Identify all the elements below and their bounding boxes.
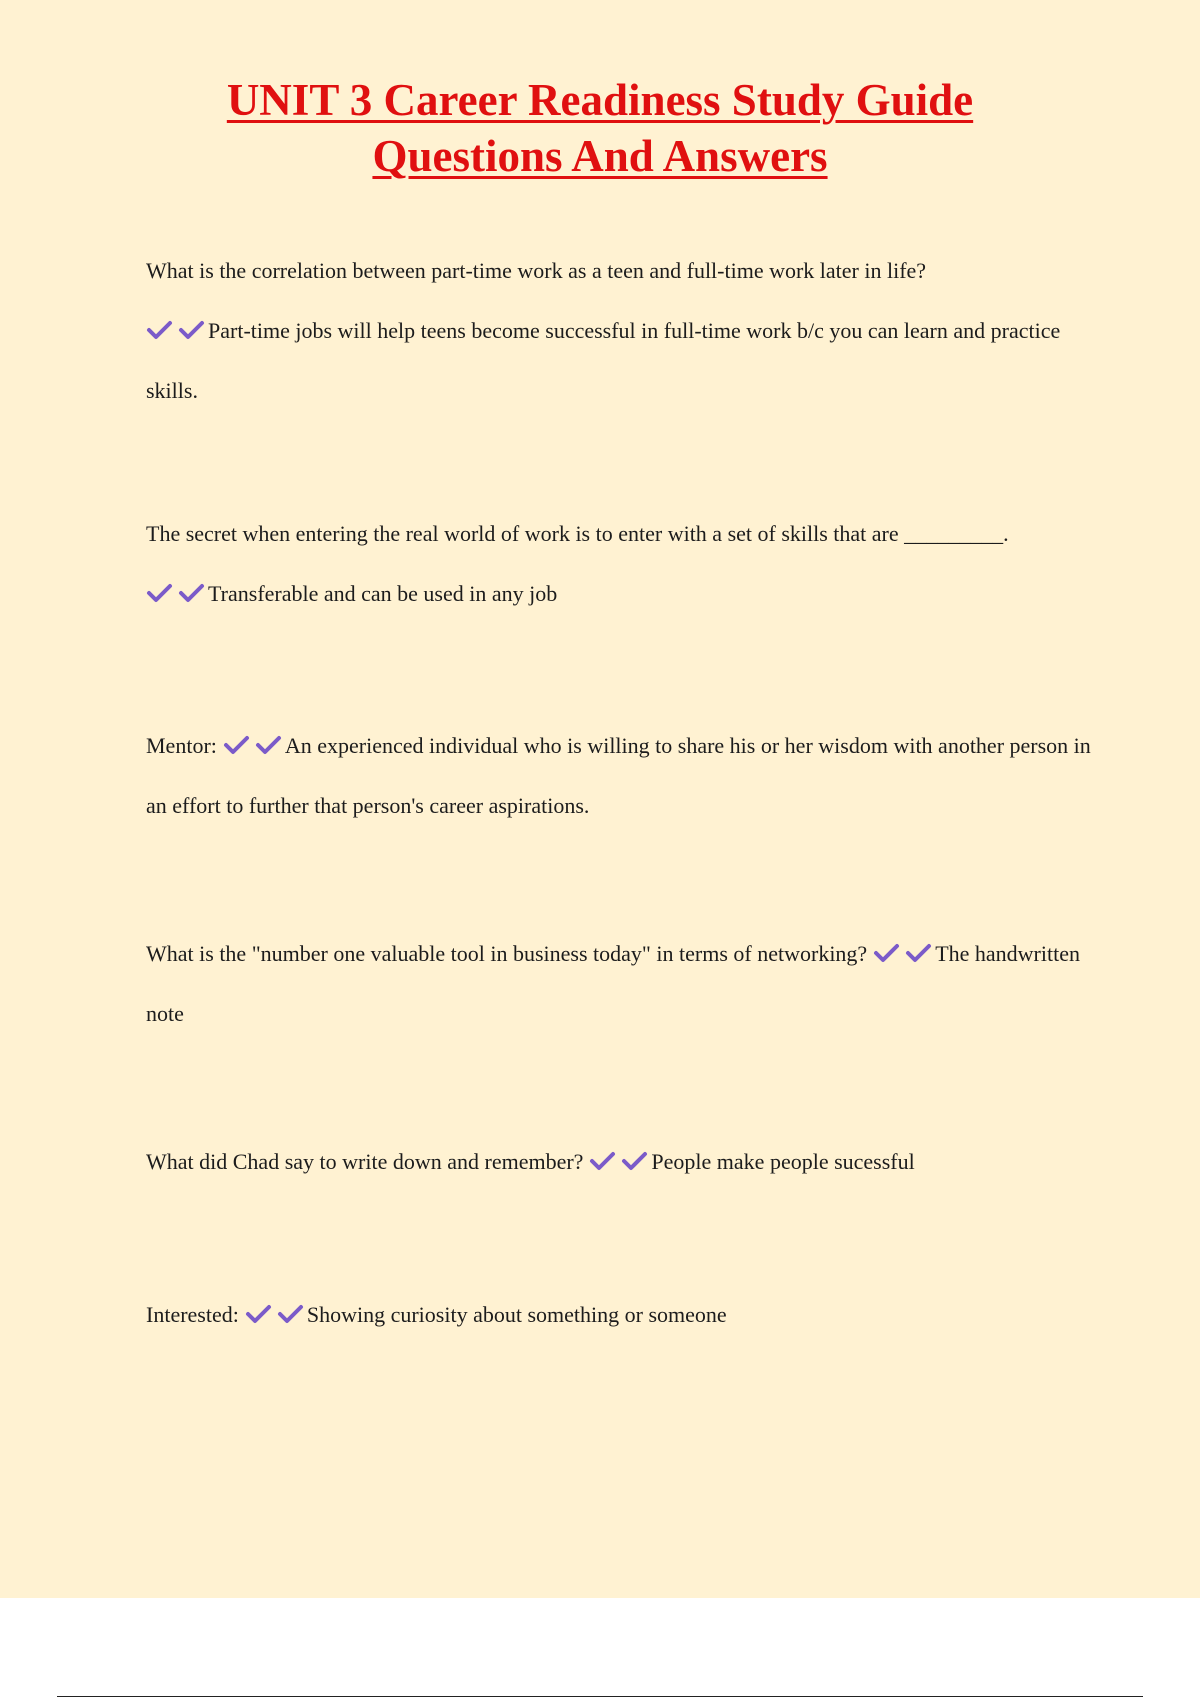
- qa-item-1: [146, 241, 1096, 421]
- double-check-icon: [873, 942, 933, 964]
- answer-text: People make people sucessful: [651, 1149, 915, 1174]
- question-text: Interested:: [146, 1302, 239, 1327]
- answer-text: The handwritten note: [146, 941, 1080, 1026]
- answer-text: Part-time jobs will help teens become successful in full-time work b/c you can learn and practice skills.: [146, 318, 1061, 403]
- double-check-icon: [245, 1303, 305, 1325]
- title-line-1: UNIT 3 Career Readiness Study Guide: [226, 75, 974, 125]
- qa-item-5: [146, 1132, 1096, 1192]
- document-title: [0, 72, 1200, 184]
- double-check-icon: [589, 1150, 649, 1172]
- question-text: What did Chad say to write down and remember?: [146, 1149, 584, 1174]
- page-divider: [57, 1696, 1143, 1697]
- question-text: The secret when entering the real world of work is to enter with a set of skills that are _________.: [146, 521, 1009, 546]
- answer-text: Showing curiosity about something or someone: [306, 1302, 727, 1327]
- double-check-icon: [223, 734, 283, 756]
- question-text: What is the "number one valuable tool in business today" in terms of networking?: [146, 941, 868, 966]
- answer-text: Transferable and can be used in any job: [208, 581, 558, 606]
- qa-item-4: [146, 924, 1096, 1044]
- question-text: What is the correlation between part-time work as a teen and full-time work later in life?: [146, 258, 927, 283]
- qa-item-6: [146, 1285, 1096, 1345]
- double-check-icon: [146, 582, 206, 604]
- double-check-icon: [146, 319, 206, 341]
- qa-item-2: [146, 504, 1096, 624]
- answer-text: An experienced individual who is willing to share his or her wisdom with another person in an effort to further that person's career aspirations.: [146, 733, 1091, 818]
- answer-block: [146, 564, 1096, 624]
- title-line-2: Questions And Answers: [372, 131, 828, 181]
- qa-item-3: [146, 716, 1096, 836]
- answer-block: [146, 301, 1096, 421]
- question-text: Mentor:: [146, 733, 217, 758]
